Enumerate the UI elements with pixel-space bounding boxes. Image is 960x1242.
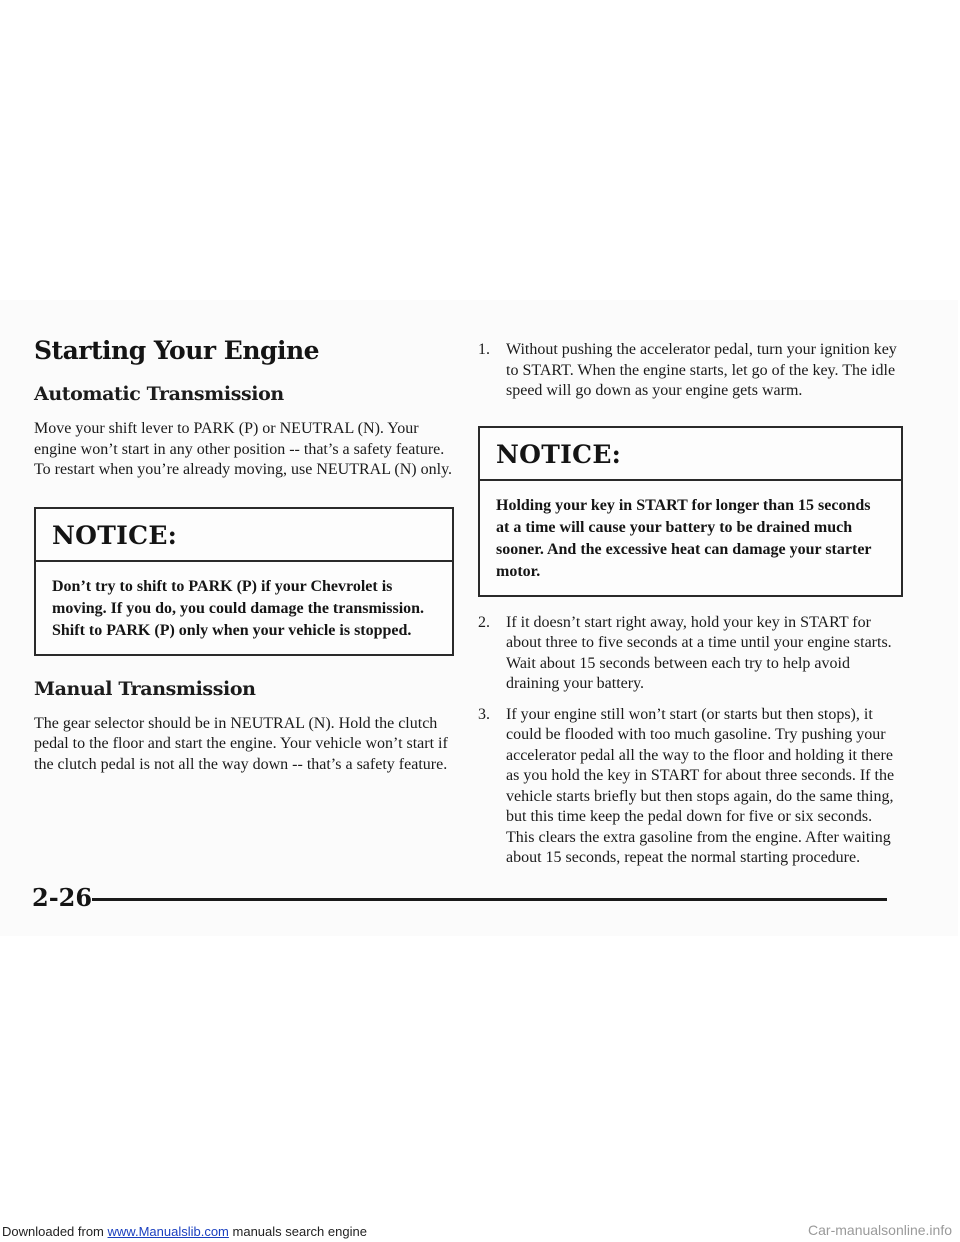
notice-text: Don’t try to shift to PARK (P) if your Chevrolet is moving. If you do, you could damage the transmission. Shift to PARK (P) only when your vehicle is stopped. — [52, 577, 425, 639]
list-item — [478, 705, 903, 869]
manualslib-link[interactable]: www.Manualslib.com — [107, 1224, 229, 1239]
page-title: Starting Your Engine — [34, 336, 320, 365]
watermark-brand: Car-manualsonline.info — [808, 1222, 952, 1238]
starting-steps-continued — [478, 613, 903, 869]
notice-label: NOTICE: — [36, 509, 452, 562]
notice-box-battery — [478, 426, 903, 597]
step-text: If your engine still won’t start (or starts but then stops), it could be flooded with too much gasoline. Try pushing your accelerator pedal all the way to the floor and holding it there as you hold the key in START for about three seconds. If the vehicle starts briefly but then stops again, do the same thing, but this time keep the pedal down for five or six seconds. This clears the extra gasoline from the engine. After waiting about 15 seconds, repeat the normal starting procedure. — [506, 705, 895, 866]
notice-box-shift — [34, 507, 454, 656]
manual-transmission-heading: Manual Transmission — [34, 677, 256, 700]
notice-label: NOTICE: — [480, 428, 901, 481]
step-number: 3. — [478, 705, 490, 723]
right-column — [478, 340, 903, 869]
footer-divider — [92, 898, 887, 901]
list-item — [478, 340, 903, 402]
footer-prefix: Downloaded from — [2, 1224, 104, 1239]
step-number: 2. — [478, 613, 490, 631]
notice-text: Holding your key in START for longer than 15 seconds at a time will cause your battery to be drained much sooner. And the excessive heat can damage your starter motor. — [496, 496, 872, 580]
automatic-transmission-heading: Automatic Transmission — [34, 383, 284, 405]
step-text: Without pushing the accelerator pedal, turn your ignition key to START. When the engine starts, let go of the key. The idle speed will go down as your engine gets warm. — [506, 341, 897, 399]
step-text: If it doesn’t start right away, hold your key in START for about three to five seconds at a time until your engine starts. Wait about 15 seconds between each try to help avoid draining your battery. — [506, 613, 892, 692]
left-column — [34, 336, 454, 775]
manual-transmission-text: The gear selector should be in NEUTRAL (N). Hold the clutch pedal to the floor and start the engine. Your vehicle won’t start if the clutch pedal is not all the way down -- that’s a safety feature. — [34, 714, 448, 773]
automatic-transmission-text: Move your shift lever to PARK (P) or NEUTRAL (N). Your engine won’t start in any other position -- that’s a safety feature. To restart when you’re already moving, use NEUTRAL (N) only. — [34, 420, 453, 478]
starting-steps — [478, 340, 903, 402]
download-footer — [2, 1224, 367, 1239]
footer-suffix: manuals search engine — [232, 1224, 367, 1239]
page-number: 2-26 — [32, 883, 93, 912]
step-number: 1. — [478, 341, 490, 358]
list-item — [478, 613, 903, 695]
